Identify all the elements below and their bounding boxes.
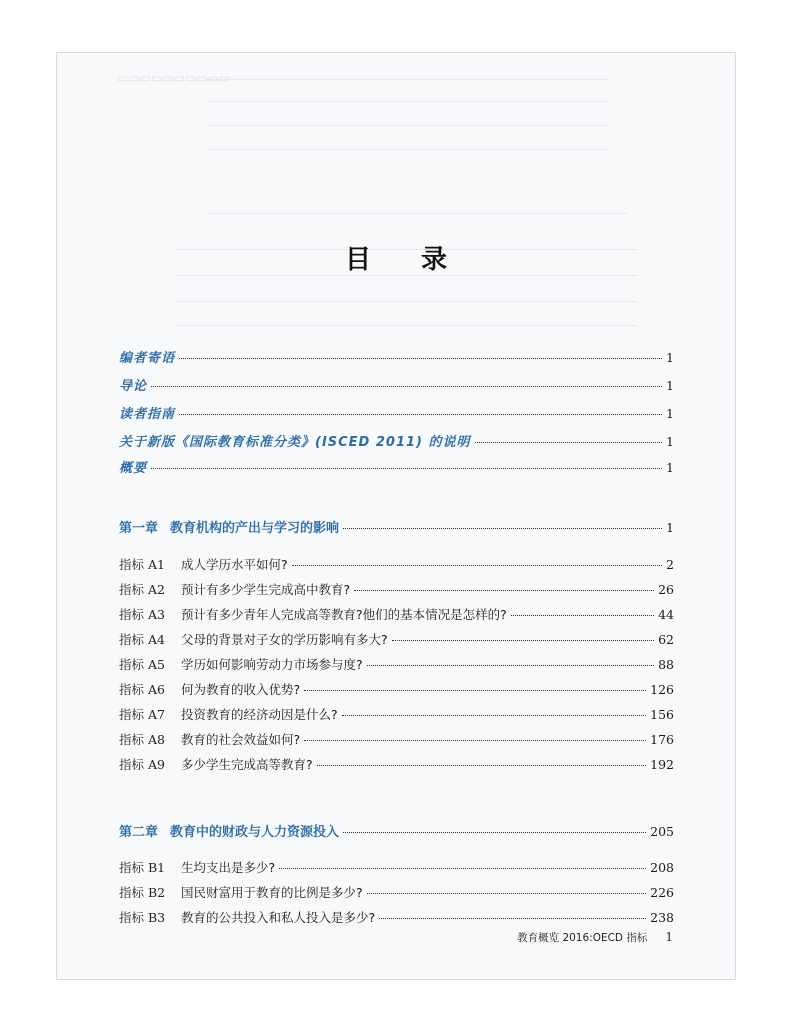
dot-leader bbox=[392, 639, 654, 641]
toc-entry-page: 44 bbox=[658, 607, 674, 622]
bleed-through-line bbox=[207, 125, 607, 127]
dot-leader bbox=[292, 564, 662, 566]
dot-leader bbox=[179, 357, 662, 359]
dot-leader bbox=[475, 441, 663, 443]
indicator-text: 多少学生完成高等教育? bbox=[181, 757, 313, 772]
chapter-title: 教育机构的产出与学习的影响 bbox=[170, 521, 340, 536]
dot-leader bbox=[151, 467, 662, 469]
toc-entry-page: 1 bbox=[666, 378, 674, 393]
dot-leader bbox=[179, 413, 662, 415]
toc-entry-isced-note[interactable] bbox=[119, 431, 674, 450]
dot-leader bbox=[342, 714, 647, 716]
toc-entry-page: 1 bbox=[666, 460, 674, 475]
toc-entry-label: 编者寄语 bbox=[119, 351, 176, 366]
dot-leader bbox=[304, 739, 646, 741]
indicator-text: 何为教育的收入优势? bbox=[181, 682, 301, 697]
indicator-text: 教育的社会效益如何? bbox=[181, 732, 301, 747]
toc-indicator-b3[interactable] bbox=[119, 908, 674, 926]
toc-entry-page: 62 bbox=[658, 632, 674, 647]
chapter-number: 第二章 bbox=[119, 825, 159, 840]
bleed-through-line bbox=[207, 149, 607, 151]
dot-leader bbox=[304, 689, 646, 691]
toc-entry-page: 88 bbox=[658, 657, 674, 672]
indicator-code: 指标 A1 bbox=[119, 557, 165, 572]
toc-indicator-a5[interactable] bbox=[119, 655, 674, 673]
indicator-text: 预计有多少青年人完成高等教育?他们的基本情况是怎样的? bbox=[181, 607, 507, 622]
indicator-code: 指标 A5 bbox=[119, 657, 165, 672]
toc-entry-page: 208 bbox=[650, 860, 674, 875]
indicator-code: 指标 A9 bbox=[119, 757, 165, 772]
bleed-through-text: ▭▭▭▭▭▭▭▭▭▭ bbox=[117, 71, 231, 85]
toc-entry-summary[interactable] bbox=[119, 457, 674, 476]
toc-entry-editor-note[interactable] bbox=[119, 347, 674, 366]
indicator-code: 指标 B3 bbox=[119, 910, 166, 925]
toc-entry-page: 226 bbox=[650, 885, 674, 900]
dot-leader bbox=[367, 892, 647, 894]
indicator-code: 指标 B2 bbox=[119, 885, 166, 900]
indicator-text: 父母的背景对子女的学历影响有多大? bbox=[181, 632, 388, 647]
bleed-through-line bbox=[177, 325, 637, 327]
indicator-code: 指标 A6 bbox=[119, 682, 165, 697]
toc-entry-introduction[interactable] bbox=[119, 375, 674, 394]
indicator-code: 指标 A7 bbox=[119, 707, 165, 722]
indicator-text: 国民财富用于教育的比例是多少? bbox=[181, 885, 363, 900]
toc-indicator-a4[interactable] bbox=[119, 630, 674, 648]
toc-entry-label: 导论 bbox=[119, 379, 148, 394]
toc-entry-page: 156 bbox=[650, 707, 674, 722]
footer-book-title: 教育概览 2016:OECD 指标 bbox=[517, 932, 648, 944]
toc-entry-page: 238 bbox=[650, 910, 674, 925]
indicator-text: 学历如何影响劳动力市场参与度? bbox=[181, 657, 363, 672]
toc-entry-page: 26 bbox=[658, 582, 674, 597]
indicator-text: 成人学历水平如何? bbox=[181, 557, 288, 572]
dot-leader bbox=[379, 917, 646, 919]
dot-leader bbox=[317, 764, 647, 766]
toc-chapter-1[interactable] bbox=[119, 517, 674, 536]
toc-entry-label: 关于新版《国际教育标准分类》(ISCED 2011) 的说明 bbox=[119, 435, 471, 450]
dot-leader bbox=[367, 664, 654, 666]
toc-indicator-a1[interactable] bbox=[119, 555, 674, 573]
indicator-text: 教育的公共投入和私人投入是多少? bbox=[181, 910, 376, 925]
toc-indicator-b1[interactable] bbox=[119, 858, 674, 876]
toc-entry-label: 概要 bbox=[119, 461, 148, 476]
toc-indicator-a2[interactable] bbox=[119, 580, 674, 598]
toc-entry-reader-guide[interactable] bbox=[119, 403, 674, 422]
book-page bbox=[56, 52, 736, 980]
toc-entry-page: 1 bbox=[666, 406, 674, 421]
toc-entry-page: 1 bbox=[666, 350, 674, 365]
indicator-code: 指标 A8 bbox=[119, 732, 165, 747]
dot-leader bbox=[151, 385, 662, 387]
toc-entry-page: 1 bbox=[666, 520, 674, 535]
dot-leader bbox=[343, 831, 646, 833]
toc-indicator-a8[interactable] bbox=[119, 730, 674, 748]
toc-chapter-2[interactable] bbox=[119, 821, 674, 840]
toc-indicator-a7[interactable] bbox=[119, 705, 674, 723]
dot-leader bbox=[354, 589, 654, 591]
bleed-through-line bbox=[207, 213, 627, 215]
indicator-text: 生均支出是多少? bbox=[181, 860, 276, 875]
chapter-heading bbox=[119, 821, 339, 840]
bleed-through-line bbox=[207, 79, 607, 81]
indicator-code: 指标 A3 bbox=[119, 607, 165, 622]
dot-leader bbox=[511, 614, 654, 616]
bleed-through-line bbox=[207, 101, 607, 103]
toc-indicator-a6[interactable] bbox=[119, 680, 674, 698]
indicator-text: 投资教育的经济动因是什么? bbox=[181, 707, 338, 722]
indicator-code: 指标 A4 bbox=[119, 632, 165, 647]
indicator-code: 指标 A2 bbox=[119, 582, 165, 597]
toc-entry-page: 1 bbox=[666, 434, 674, 449]
indicator-code: 指标 B1 bbox=[119, 860, 166, 875]
toc-entry-label: 读者指南 bbox=[119, 407, 176, 422]
dot-leader bbox=[279, 867, 646, 869]
page-footer bbox=[517, 930, 673, 945]
chapter-heading bbox=[119, 517, 339, 536]
toc-indicator-a9[interactable] bbox=[119, 755, 674, 773]
footer-page-number: 1 bbox=[665, 930, 673, 944]
toc-indicator-b2[interactable] bbox=[119, 883, 674, 901]
toc-entry-page: 126 bbox=[650, 682, 674, 697]
chapter-number: 第一章 bbox=[119, 521, 159, 536]
toc-entry-page: 192 bbox=[650, 757, 674, 772]
toc-entry-page: 2 bbox=[666, 557, 674, 572]
toc-entry-page: 176 bbox=[650, 732, 674, 747]
bleed-through-line bbox=[177, 301, 637, 303]
chapter-title: 教育中的财政与人力资源投入 bbox=[170, 825, 340, 840]
indicator-text: 预计有多少学生完成高中教育? bbox=[181, 582, 351, 597]
toc-indicator-a3[interactable] bbox=[119, 605, 674, 623]
toc-entry-page: 205 bbox=[650, 824, 674, 839]
page-title: 目录 bbox=[344, 245, 497, 275]
dot-leader bbox=[343, 527, 662, 529]
